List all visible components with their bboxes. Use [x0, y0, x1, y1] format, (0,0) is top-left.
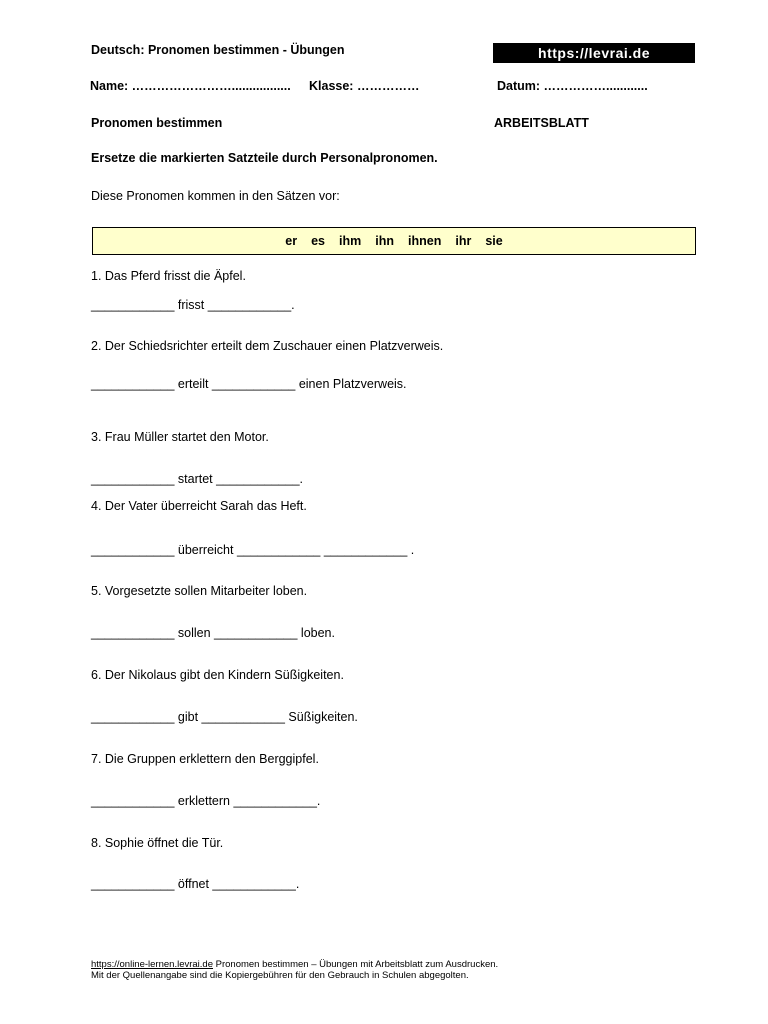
pronoun-box: [92, 227, 696, 255]
exercise-answer-line: ____________ erklettern ____________.: [91, 794, 321, 808]
section-title: Pronomen bestimmen: [91, 116, 223, 130]
pronoun-item: ihn: [375, 234, 394, 248]
pronoun-item: es: [311, 234, 326, 248]
date-field: Datum: ……………............: [497, 79, 648, 93]
footer-line2: Mit der Quellenangabe sind die Kopiergebühren für den Gebrauch in Schulen abgegolten.: [91, 970, 469, 981]
footer-line1: Pronomen bestimmen – Übungen mit Arbeitsblatt zum Ausdrucken.: [213, 959, 499, 970]
class-field: Klasse: ……………: [309, 79, 420, 93]
exercise-answer-line: ____________ startet ____________.: [91, 472, 303, 486]
exercise-sentence: 7. Die Gruppen erklettern den Berggipfel.: [91, 752, 319, 766]
exercise-sentence: 6. Der Nikolaus gibt den Kindern Süßigkeiten.: [91, 668, 344, 682]
exercise-sentence: 8. Sophie öffnet die Tür.: [91, 836, 224, 850]
footer: [91, 959, 498, 981]
pronoun-intro: Diese Pronomen kommen in den Sätzen vor:: [91, 189, 340, 203]
name-field: Name: …………………….................: [90, 79, 291, 93]
exercise-sentence: 3. Frau Müller startet den Motor.: [91, 430, 269, 444]
exercise-answer-line: ____________ erteilt ____________ einen Platzverweis.: [91, 377, 407, 391]
site-banner[interactable]: https://levrai.de: [493, 43, 695, 63]
footer-link[interactable]: https://online-lernen.levrai.de: [91, 959, 213, 970]
exercise-answer-line: ____________ gibt ____________ Süßigkeiten.: [91, 710, 358, 724]
exercise-sentence: 1. Das Pferd frisst die Äpfel.: [91, 269, 246, 283]
exercise-answer-line: ____________ öffnet ____________.: [91, 877, 300, 891]
pronoun-item: sie: [485, 234, 503, 248]
pronoun-item: ihr: [455, 234, 472, 248]
exercise-answer-line: ____________ frisst ____________.: [91, 298, 295, 312]
instruction: Ersetze die markierten Satzteile durch Personalpronomen.: [91, 151, 438, 165]
pronoun-item: ihm: [339, 234, 362, 248]
exercise-answer-line: ____________ sollen ____________ loben.: [91, 626, 335, 640]
pronoun-item: er: [285, 234, 298, 248]
exercise-sentence: 5. Vorgesetzte sollen Mitarbeiter loben.: [91, 584, 308, 598]
sheet-type: ARBEITSBLATT: [494, 116, 589, 130]
exercise-answer-line: ____________ überreicht ____________ ____________ .: [91, 543, 415, 557]
pronoun-item: ihnen: [408, 234, 442, 248]
exercise-sentence: 2. Der Schiedsrichter erteilt dem Zuschauer einen Platzverweis.: [91, 339, 444, 353]
worksheet-title: Deutsch: Pronomen bestimmen - Übungen: [91, 43, 345, 57]
exercise-sentence: 4. Der Vater überreicht Sarah das Heft.: [91, 499, 307, 513]
